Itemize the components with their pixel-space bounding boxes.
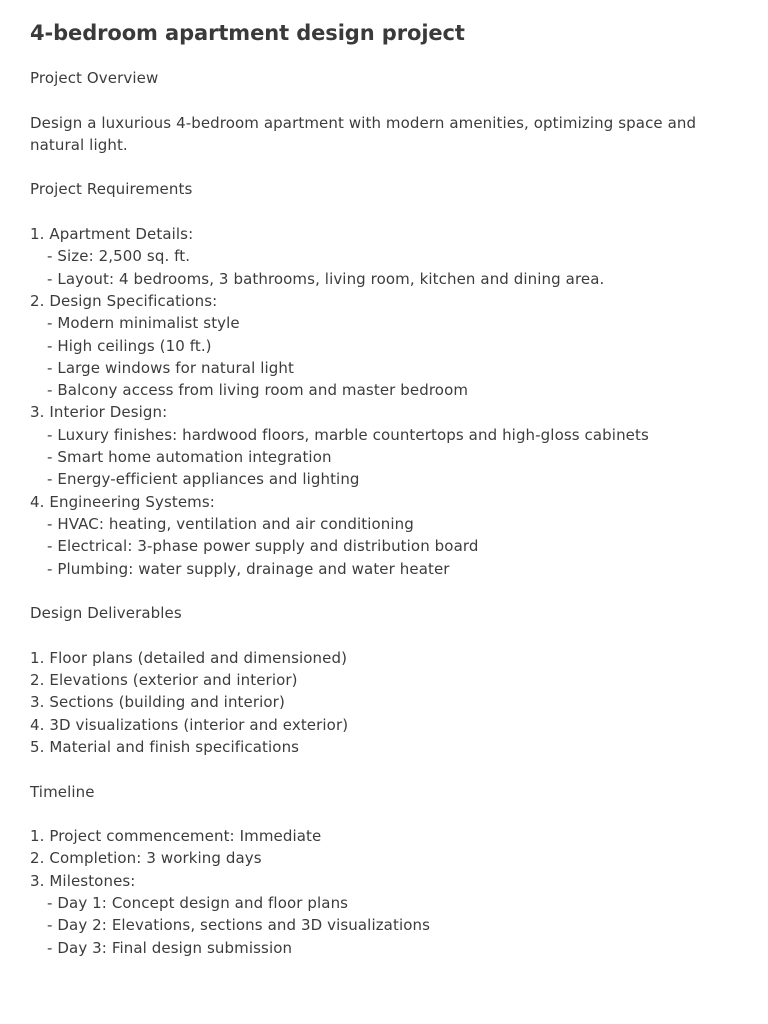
milestone-item: - Day 3: Final design submission: [47, 938, 293, 957]
deliverable-item: 5. Material and finish specifications: [30, 737, 300, 756]
section-heading-timeline: Timeline: [30, 782, 95, 801]
requirement-item: 1. Apartment Details:: [30, 225, 194, 244]
requirement-item: 4. Engineering Systems:: [30, 492, 215, 511]
requirement-subitem: - Size: 2,500 sq. ft.: [47, 247, 191, 266]
deliverable-item: 3. Sections (building and interior): [30, 693, 285, 712]
overview-text: Design a luxurious 4-bedroom apartment with modern amenities, optimizing space and natural light.: [30, 113, 697, 154]
milestone-item: - Day 2: Elevations, sections and 3D visualizations: [47, 916, 431, 935]
requirement-subitem: - Luxury finishes: hardwood floors, marble countertops and high-gloss cabinets: [47, 425, 649, 444]
requirement-subitem: - High ceilings (10 ft.): [47, 336, 212, 355]
document-body: [30, 67, 730, 959]
timeline-item: 3. Milestones:: [30, 871, 136, 890]
deliverable-item: 2. Elevations (exterior and interior): [30, 671, 298, 690]
section-heading-deliverables: Design Deliverables: [30, 604, 182, 623]
document: [30, 18, 730, 959]
requirement-subitem: - HVAC: heating, ventilation and air conditioning: [47, 514, 414, 533]
requirement-subitem: - Electrical: 3-phase power supply and distribution board: [47, 537, 479, 556]
deliverable-item: 1. Floor plans (detailed and dimensioned): [30, 648, 348, 667]
timeline-item: 2. Completion: 3 working days: [30, 849, 262, 868]
timeline-item: 1. Project commencement: Immediate: [30, 827, 322, 846]
requirement-subitem: - Large windows for natural light: [47, 358, 294, 377]
requirement-subitem: - Balcony access from living room and master bedroom: [47, 381, 469, 400]
requirement-subitem: - Plumbing: water supply, drainage and water heater: [47, 559, 450, 578]
requirement-subitem: - Modern minimalist style: [47, 314, 240, 333]
page-title: 4-bedroom apartment design project: [30, 21, 465, 45]
requirement-subitem: - Layout: 4 bedrooms, 3 bathrooms, living room, kitchen and dining area.: [47, 269, 605, 288]
requirement-item: 3. Interior Design:: [30, 403, 168, 422]
milestone-item: - Day 1: Concept design and floor plans: [47, 893, 349, 912]
requirement-subitem: - Energy-efficient appliances and lighting: [47, 470, 360, 489]
deliverable-item: 4. 3D visualizations (interior and exterior): [30, 715, 349, 734]
requirement-subitem: - Smart home automation integration: [47, 448, 332, 467]
section-heading-overview: Project Overview: [30, 69, 159, 87]
requirement-item: 2. Design Specifications:: [30, 291, 218, 310]
section-heading-requirements: Project Requirements: [30, 180, 193, 199]
